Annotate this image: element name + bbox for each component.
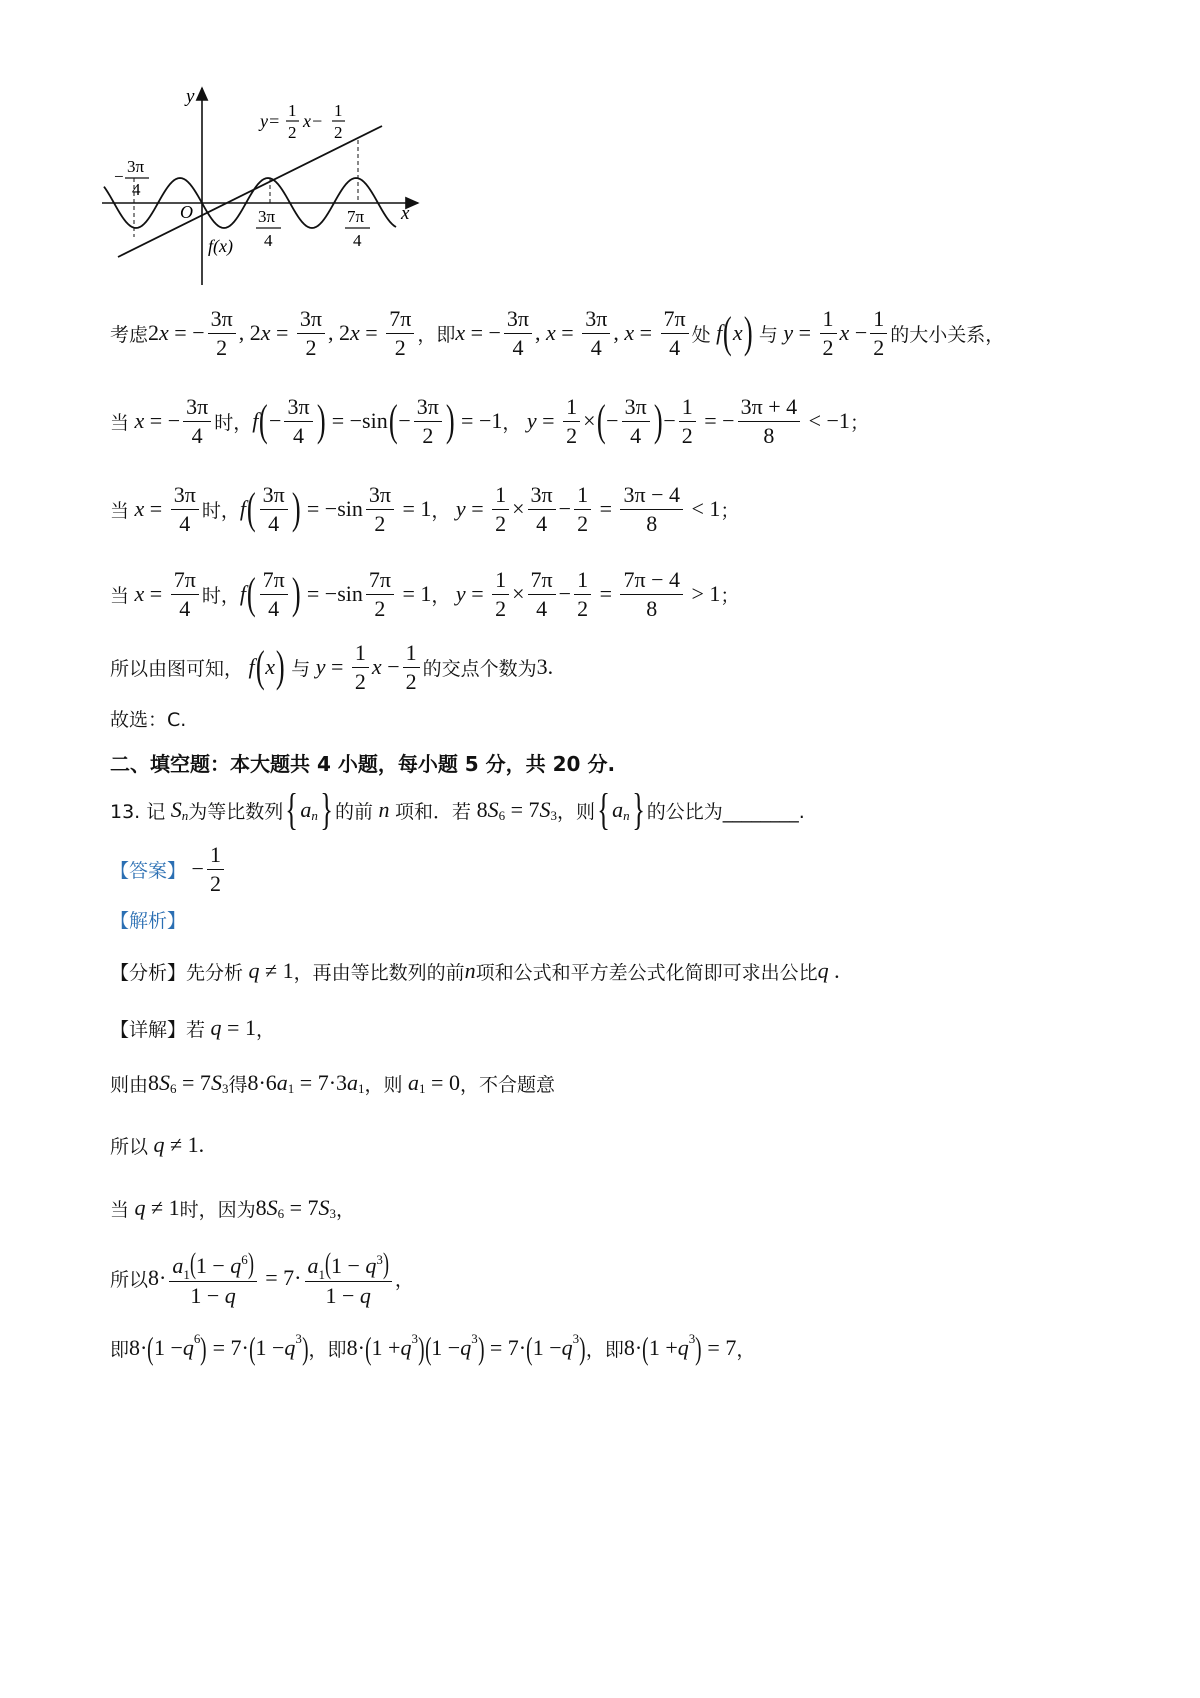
formula: y = $\frac{1}{2}$ x − $\frac{1}{2}$ <box>310 641 422 692</box>
formula: y = $\frac{1}{2}$ × $\frac{3\pi}{4}$ − $\frac{1}{2}$ = $\frac{3\pi - 4}{8}$ < 1 <box>455 482 721 536</box>
dang-label: 当 <box>110 1198 130 1221</box>
formula: 8 S 6 = 7 S 3 <box>148 1070 229 1096</box>
fenxi-text: 先分析 <box>186 961 244 984</box>
line-label-n1: 1 <box>288 101 297 120</box>
case-line-a <box>110 478 1100 540</box>
formula: n <box>464 958 476 983</box>
formula: n <box>373 797 396 822</box>
ji-text: 即 <box>110 1338 130 1361</box>
dang-label: 当 <box>110 499 130 522</box>
formula: q ≠ 1. <box>153 1132 205 1157</box>
formula: q = 1 <box>210 1015 256 1040</box>
formula: 8 S 6 = 7 S 3 <box>255 1195 337 1221</box>
formula: 8· ( 1 − q 6 ) = 7· ( 1 − q 3 ) <box>129 1330 309 1366</box>
q13-text: 的公比为________. <box>646 800 805 823</box>
case-line-b <box>110 563 1100 625</box>
q13-text: 为等比数列 <box>188 800 284 823</box>
formula: y = $\frac{1}{2}$ × ( − $\frac{3\pi}{4}$ ) − $\frac{1}{2}$ = − $\frac{3\pi + 4}{8}$ < −1 <box>526 394 850 448</box>
size-relation-label: 的大小关系， <box>890 323 1005 346</box>
derive-text: 得 <box>228 1073 248 1096</box>
q13-text: 项和．若 <box>395 800 472 823</box>
simplify-line <box>110 1317 1100 1379</box>
derive-text: 则由 <box>110 1073 149 1096</box>
ji-text: ，即 <box>308 1338 347 1361</box>
fenxi-tag: 【分析】 <box>110 961 187 984</box>
formula: { a n } <box>597 785 645 834</box>
fenxi-text: 项和公式和平方差公式化简即可求出公比 <box>475 961 818 984</box>
line-label-mid: x− <box>303 111 324 131</box>
semicolon: ； <box>720 584 740 607</box>
question-13 <box>110 779 1100 841</box>
line-label-n2: 1 <box>334 101 343 120</box>
text-line-consider <box>110 302 1100 364</box>
semicolon: ； <box>849 411 869 434</box>
analysis-tag: 【解析】 <box>110 909 187 932</box>
q-neq-line <box>110 1114 1100 1176</box>
tick-neg-den: 4 <box>132 180 141 199</box>
answer-tag: 【答案】 <box>110 859 187 882</box>
dang-label: 当 <box>110 411 130 434</box>
formula: y = $\frac{1}{2}$ x − $\frac{1}{2}$ <box>778 307 890 358</box>
formula: { a n } <box>285 785 333 834</box>
tick-b-den: 4 <box>353 231 362 250</box>
suoyi-text: 所以 <box>110 1135 149 1158</box>
answer-choice: 故选：C. <box>110 708 187 731</box>
formula: f ( $\frac{7\pi}{4}$ ) = −sin $\frac{7\pi}{2}$ = 1 <box>239 567 432 621</box>
comma: ， <box>431 499 451 522</box>
formula: x = − $\frac{3\pi}{4}$ , x = $\frac{3\pi}{4}$ , x = $\frac{7\pi}{4}$ <box>455 307 691 358</box>
formula: x = $\frac{3\pi}{4}$ <box>129 483 202 534</box>
x-axis-label: x <box>401 203 410 224</box>
formula: f ( x ) <box>248 642 285 691</box>
comma: ， <box>255 1018 275 1041</box>
y-axis-label: y <box>186 86 195 107</box>
xiangjie-line <box>110 997 1100 1059</box>
formula: 8 S 6 = 7 S 3 <box>471 797 557 823</box>
line-label-d2: 2 <box>334 123 343 142</box>
intersection-count: 3 <box>536 654 548 679</box>
formula: f ( − $\frac{3\pi}{4}$ ) = −sin ( − $\frac{3\pi}{2}$ ) = −1 <box>252 394 503 448</box>
derive-text: ，不合题意 <box>459 1073 555 1096</box>
formula: 2 x = − $\frac{3\pi}{2}$ , 2 x = $\frac{3\pi}{2}$ , 2 x = $\frac{7\pi}{2}$ <box>148 307 417 358</box>
yinwei-text: 时，因为 <box>179 1198 256 1221</box>
consider-label: 考虑 <box>110 323 149 346</box>
tick-a-num: 3π <box>258 207 276 226</box>
dang-label: 当 <box>110 584 130 607</box>
tick-a-den: 4 <box>264 231 273 250</box>
comma: ， <box>736 1338 756 1361</box>
semicolon: ； <box>720 499 740 522</box>
comma: ， <box>431 584 451 607</box>
q13-text: 的前 <box>335 800 374 823</box>
curve-label: f(x) <box>208 236 233 256</box>
formula: x = $\frac{7\pi}{4}$ <box>129 568 202 619</box>
fenxi-text: ，再由等比数列的前 <box>293 961 465 984</box>
formula: x = − $\frac{3\pi}{4}$ <box>129 395 214 446</box>
formula: y = $\frac{1}{2}$ × $\frac{7\pi}{4}$ − $\frac{1}{2}$ = $\frac{7\pi - 4}{8}$ > 1 <box>455 567 721 621</box>
comma: ， <box>336 1198 356 1221</box>
ji-label: ，即 <box>417 323 456 346</box>
case-line-neg <box>110 390 1100 452</box>
straight-line <box>118 126 382 257</box>
case-q-line <box>110 1177 1100 1239</box>
line-label-lhs: y= <box>260 111 281 131</box>
origin-label: O <box>180 202 193 222</box>
answer-value: − $\frac{1}{2}$ <box>186 843 227 894</box>
derive-line <box>110 1052 1100 1114</box>
shi-label: 时， <box>201 499 240 522</box>
yu-label: 与 <box>291 657 311 680</box>
shi-label: 时， <box>201 584 240 607</box>
shi-label: 时， <box>214 411 253 434</box>
suoyi-text: 所以 <box>110 1268 149 1291</box>
formula: q . <box>817 958 840 983</box>
yu-label: 与 <box>758 323 778 346</box>
tick-neg-num: 3π <box>127 157 145 176</box>
formula: q ≠ 1 <box>248 958 294 983</box>
comma: ， <box>394 1268 414 1291</box>
formula: f ( $\frac{3\pi}{4}$ ) = −sin $\frac{3\pi}{2}$ = 1 <box>239 482 432 536</box>
derive-text: ，则 <box>364 1073 403 1096</box>
formula: q ≠ 1 <box>134 1195 180 1220</box>
tick-neg-sign: − <box>114 167 124 186</box>
section-title: 二、填空题：本大题共 4 小题，每小题 5 分，共 20 分. <box>110 751 616 776</box>
question-number: 13. 记 <box>110 800 166 823</box>
conclusion-suffix: 的交点个数为 <box>422 657 537 680</box>
xiangjie-text: 若 <box>186 1018 206 1041</box>
formula: f ( x ) <box>716 308 753 357</box>
line-label-d1: 2 <box>288 123 297 142</box>
sum-formula-line <box>110 1247 1100 1309</box>
q13-text: ，则 <box>556 800 595 823</box>
comma: ， <box>502 411 522 434</box>
xiangjie-tag: 【详解】 <box>110 1018 187 1041</box>
conclusion-prefix: 所以由图可知， <box>110 657 244 680</box>
formula: 8·6 a 1 = 7·3 a 1 <box>247 1070 365 1096</box>
formula: 8· ( 1 + q 3 ) ( 1 − q 3 ) = 7· ( 1 − q 3 ) <box>346 1330 586 1366</box>
formula: 8· $\frac{a_1(1 - q^6)}{1 - q}$ = 7· $\frac{a_1(1 - q^3)}{1 - q}$ <box>148 1249 395 1307</box>
function-graph-figure <box>100 80 440 290</box>
formula: 8· ( 1 + q 3 ) = 7 <box>623 1330 737 1366</box>
formula: a 1 = 0 <box>408 1070 460 1096</box>
fenxi-line <box>110 940 1100 1002</box>
ji-text: ，即 <box>585 1338 624 1361</box>
chu-label: 处 <box>691 323 711 346</box>
tick-b-num: 7π <box>347 207 365 226</box>
period: . <box>547 654 554 679</box>
formula: S n <box>170 797 189 823</box>
